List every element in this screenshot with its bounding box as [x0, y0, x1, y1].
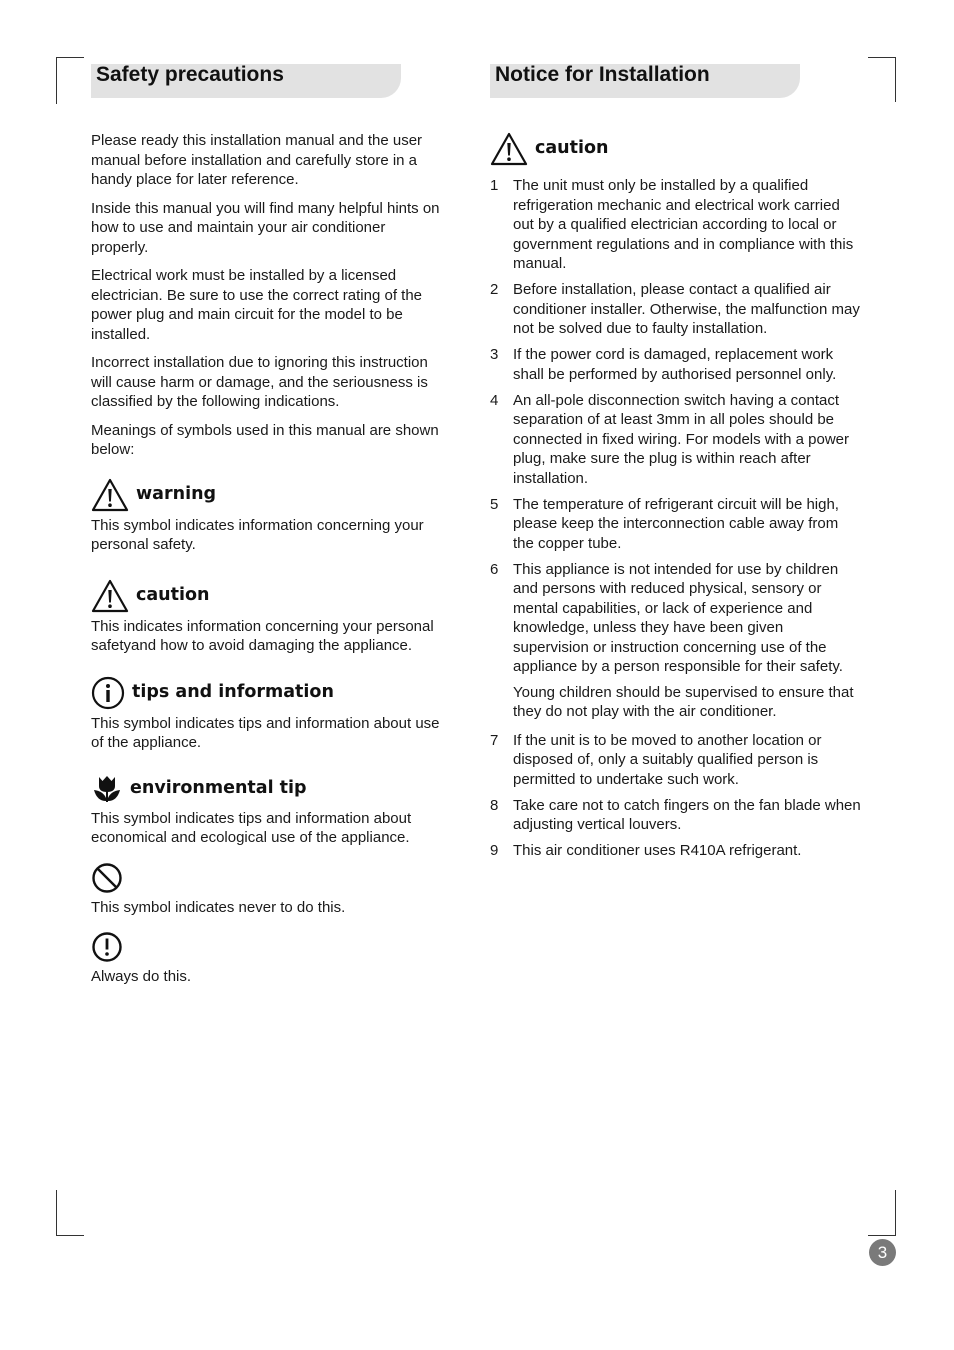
item-text: Before installation, please contact a qualified air conditioner installer. Otherwise, the malfunction may not be solved due to faulty installation.	[513, 281, 860, 337]
list-item	[490, 176, 862, 274]
never-text: This symbol indicates never to do this.	[91, 898, 346, 916]
crop-mark	[56, 1235, 84, 1236]
page-title-notice-for-installation: Notice for Installation	[495, 63, 710, 86]
item-number: 6	[490, 560, 499, 578]
item-text: The temperature of refrigerant circuit will be high, please keep the interconnection cable away from the copper tube.	[513, 495, 839, 552]
caution-text: This indicates information concerning your personal safetyand how to avoid damaging the appliance.	[91, 617, 434, 654]
item-text: If the unit is to be moved to another location or disposed of, only a suitably qualified person is permitted to undertake such work.	[513, 731, 822, 788]
symbol-always	[91, 931, 446, 987]
item-number: 8	[490, 796, 499, 814]
item-number: 9	[490, 842, 499, 859]
crop-mark	[895, 1190, 896, 1236]
intro-paragraph: Please ready this installation manual and the user manual before installation and carefully store in a handy place for later reference.	[91, 132, 423, 188]
warning-triangle-icon	[91, 478, 129, 512]
symbol-caution	[91, 579, 446, 656]
left-column	[91, 131, 446, 987]
intro-paragraph: Electrical work must be installed by a licensed electrician. Be sure to use the correct rating of the power plug and main circuit for the model to be installed.	[91, 267, 423, 343]
list-item	[490, 391, 862, 489]
list-item	[490, 731, 862, 790]
item-number: 1	[490, 177, 499, 194]
symbol-never	[91, 862, 446, 918]
environmental-label: environmental tip	[130, 777, 307, 798]
crop-mark	[868, 57, 896, 58]
warning-triangle-icon	[91, 579, 129, 613]
always-text: Always do this.	[91, 968, 192, 985]
item-number: 7	[490, 731, 499, 749]
list-item	[490, 345, 862, 384]
crop-mark	[56, 1190, 57, 1236]
info-circle-icon	[91, 676, 125, 710]
item-text: If the power cord is damaged, replacement work shall be performed by authorised personnel only.	[513, 346, 837, 383]
crop-mark	[56, 57, 84, 58]
crop-mark	[895, 57, 896, 102]
item-number: 3	[490, 346, 499, 363]
item-number: 5	[490, 495, 499, 513]
tips-label: tips and information	[132, 681, 334, 702]
symbol-warning	[91, 478, 446, 555]
exclamation-circle-icon	[91, 931, 123, 963]
symbol-environmental	[91, 773, 446, 848]
intro-paragraph: Meanings of symbols used in this manual are shown below:	[91, 421, 439, 458]
intro-paragraph: Incorrect installation due to ignoring this instruction will cause harm or damage, and the seriousness is classified by the following indications.	[91, 354, 428, 410]
page-number: 3	[869, 1239, 896, 1266]
page-title-safety-precautions: Safety precautions	[96, 63, 284, 86]
prohibited-icon	[91, 862, 123, 894]
item-text: This air conditioner uses R410A refrigerant.	[513, 842, 802, 859]
intro-paragraph: Inside this manual you will find many helpful hints on how to use and maintain your air conditioner properly.	[91, 199, 440, 256]
warning-triangle-icon	[490, 132, 528, 166]
list-item	[490, 560, 862, 722]
item-text: Take care not to catch fingers on the fan blade when adjusting vertical louvers.	[513, 796, 861, 833]
item-text: The unit must only be installed by a qualified refrigeration mechanic and electrical work carried out by a qualified electrician according to local or government regulations and in compliance with this manual.	[513, 177, 854, 272]
warning-label: warning	[136, 483, 217, 504]
crop-mark	[868, 1235, 896, 1236]
item-text: An all-pole disconnection switch having a contact separation of at least 3mm in all poles should be connected in fixed wiring. For models with a power plug, make sure the plug is within reach after installation.	[513, 391, 849, 487]
item-text: This appliance is not intended for use by children and persons with reduced physical, sensory or mental capabilities, or lack of experience and knowledge, unless they have been given supervision or instruction concerning use of the appliance by a person responsible for their safety.	[513, 560, 843, 675]
right-column	[490, 132, 862, 867]
flower-icon	[91, 773, 123, 805]
list-item	[490, 280, 862, 339]
item-subtext: Young children should be supervised to ensure that they do not play with the air conditioner.	[513, 683, 854, 720]
tips-text: This symbol indicates tips and information about use of the appliance.	[91, 714, 440, 751]
installation-notice-list	[490, 176, 862, 861]
item-number: 4	[490, 391, 499, 409]
caution-label: caution	[136, 584, 210, 605]
list-item	[490, 495, 862, 554]
environmental-text: This symbol indicates tips and information about economical and ecological use of the appliance.	[91, 809, 412, 846]
caution-label: caution	[535, 138, 609, 159]
list-item	[490, 841, 862, 861]
crop-mark	[56, 57, 57, 104]
warning-text: This symbol indicates information concerning your personal safety.	[91, 516, 424, 553]
list-item	[490, 796, 862, 835]
item-number: 2	[490, 281, 499, 298]
symbol-tips	[91, 676, 446, 753]
